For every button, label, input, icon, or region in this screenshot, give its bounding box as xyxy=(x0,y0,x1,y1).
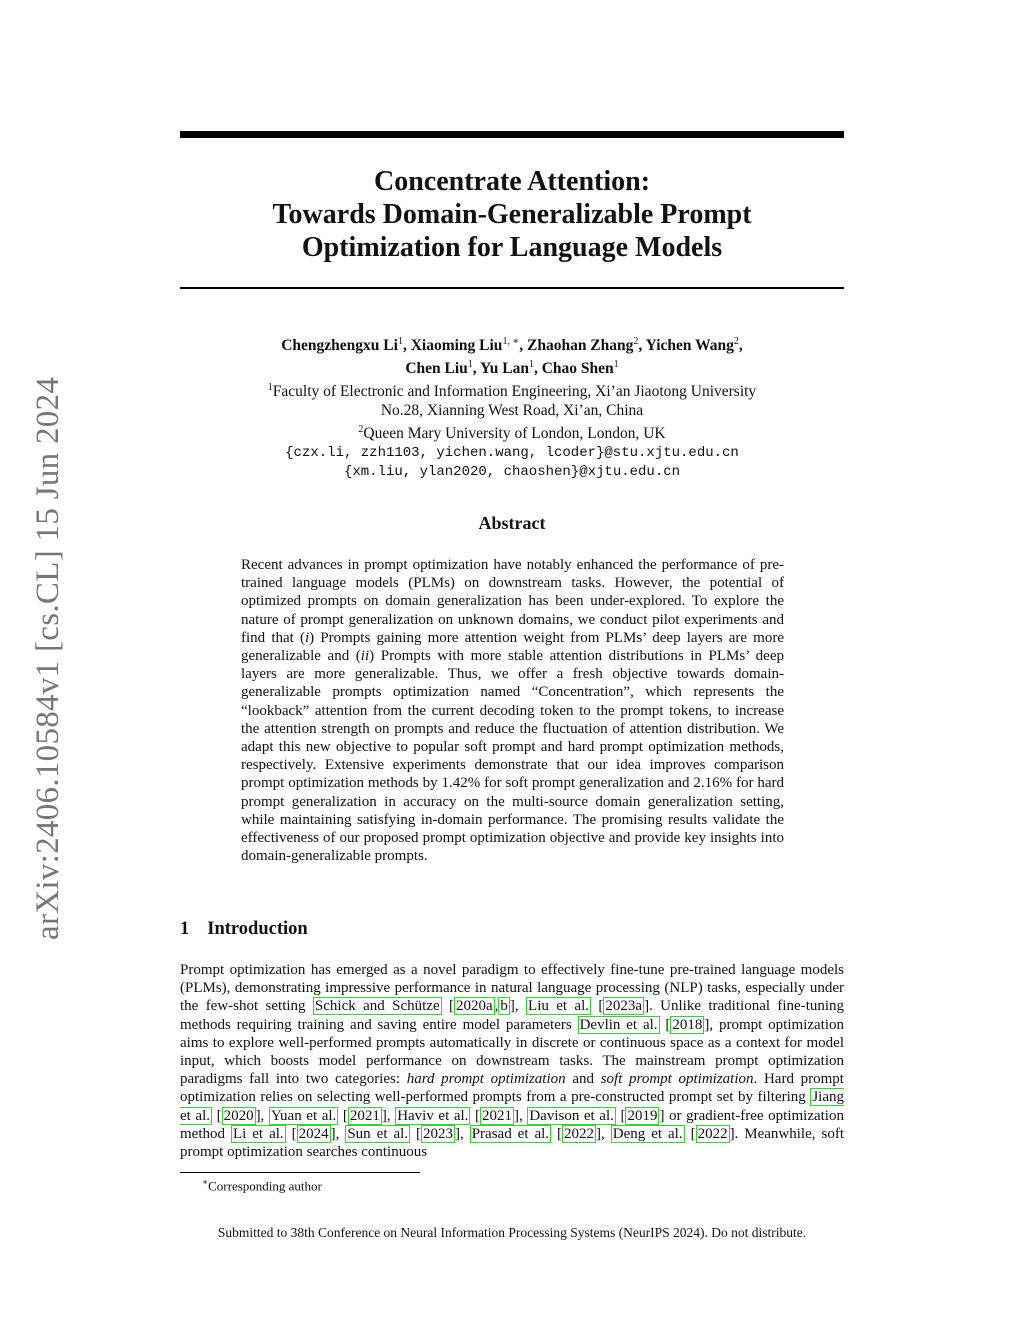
author-names-line-1: Chengzhengxu Li$^1$, Xiaoming Liu$^{1, ∗}$, Zhaohan Zhang$^2$, Yichen Wang$^2$, xyxy=(281,336,743,355)
author: Chengzhengxu Li xyxy=(281,337,398,355)
footnote-rule xyxy=(180,1172,420,1173)
section-heading-introduction: 1 Introduction xyxy=(180,919,308,939)
citation-link[interactable]: Devlin et al. xyxy=(579,1016,658,1033)
abstract-text: Recent advances in prompt optimization have notably enhanced the performance of pre-trained language models (PLMs) on downstream tasks. However, the potential of optimized prompts on domain generalization has been under-explored. To explore the nature of prompt generalization on unknown domains, we conduct pilot experiments and find that (i) Prompts gaining more attention weight from PLMs’ deep layers are more generalizable and (ii) Prompts with more stable attention distributions in PLMs’ deep layers are more generalizable. Thus, we offer a fresh objective towards domain-generalizable prompts optimization named “Concentration”, which represents the “lookback” attention from the current decoding token to the prompt tokens, to increase the attention strength on prompts and reduce the fluctuation of attention distribution. We adapt this new objective to popular soft prompt and hard prompt optimization methods, respectively. Extensive experiments demonstrate that our idea improves comparison prompt optimization methods by 1.42% for soft prompt generalization and 2.16% for hard prompt generalization in accuracy on the multi-source domain generalization setting, while maintaining satisfying in-domain performance. The promising results validate the effectiveness of our proposed prompt optimization objective and provide key insights into domain-generalizable prompts. xyxy=(241,557,784,865)
citation-link[interactable]: Sun et al. xyxy=(347,1125,409,1142)
citation-link[interactable]: 2023 xyxy=(423,1125,453,1142)
citation-link[interactable]: 2020 xyxy=(223,1107,254,1124)
citation-link[interactable]: 2023a xyxy=(605,998,643,1015)
author: Chen Liu xyxy=(405,360,468,378)
citation-link[interactable]: 2024 xyxy=(298,1125,329,1142)
email-line-1: {czx.li, zzh1103, yichen.wang, lcoder}@stu.xjtu.edu.cn xyxy=(285,444,739,461)
citation-link[interactable]: 2021 xyxy=(482,1107,512,1124)
email-line-2: {xm.liu, ylan2020, chaoshen}@xjtu.edu.cn xyxy=(343,463,681,480)
citation-link[interactable]: Jiang et al. xyxy=(180,1089,844,1124)
affiliation-1-address: No.28, Xianning West Road, Xi’an, China xyxy=(380,402,644,420)
citation-link[interactable]: 2022 xyxy=(564,1125,595,1142)
author-names-line-2: Chen Liu$^1$, Yu Lan$^1$, Chao Shen$^1$ xyxy=(405,359,619,378)
title-bottom-rule xyxy=(180,287,844,289)
citation-link[interactable]: 2019 xyxy=(627,1107,658,1124)
submission-footer: Submitted to 38th Conference on Neural Information Processing Systems (NeurIPS 2024). Do not distribute. xyxy=(217,1225,807,1240)
citation-link[interactable]: Schick and Schütze xyxy=(314,998,440,1015)
citation-link[interactable]: Li et al. xyxy=(232,1125,284,1142)
citation-link[interactable]: Yuan et al. xyxy=(270,1107,337,1124)
footnote: ∗Corresponding author xyxy=(202,1177,322,1194)
author: Yichen Wang xyxy=(645,337,734,355)
citation-link[interactable]: 2022 xyxy=(697,1125,728,1142)
citation-link[interactable]: 2021 xyxy=(349,1107,380,1124)
affiliation-2: $^2$Queen Mary University of London, London, UK xyxy=(358,424,666,443)
citation-link[interactable]: 2020a xyxy=(456,998,493,1015)
title-line-2: Towards Domain-Generalizable Prompt xyxy=(272,199,752,230)
citation-link[interactable]: Prasad et al. xyxy=(471,1125,550,1142)
author: Yu Lan xyxy=(479,360,529,378)
citation-link[interactable]: Davison et al. xyxy=(529,1107,614,1124)
arxiv-identifier: arXiv:2406.10584v1 [cs.CL] 15 Jun 2024 xyxy=(30,376,66,940)
author: Xiaoming Liu xyxy=(410,337,503,355)
citation-link[interactable]: b xyxy=(500,998,508,1015)
title-line-1: Concentrate Attention: xyxy=(373,166,651,197)
affiliation-1: $^1$Faculty of Electronic and Information Engineering, Xi’an Jiaotong University xyxy=(267,382,757,401)
citation-link[interactable]: 2018 xyxy=(672,1016,703,1033)
citation-link[interactable]: Haviv et al. xyxy=(397,1107,469,1124)
abstract-heading: Abstract xyxy=(478,513,546,533)
author: Zhaohan Zhang xyxy=(526,337,634,355)
citation-link[interactable]: Deng et al. xyxy=(612,1125,683,1142)
title-top-rule xyxy=(180,131,844,138)
citation-link[interactable]: Liu et al. xyxy=(528,998,590,1015)
author-block xyxy=(180,332,844,482)
introduction-text: Prompt optimization has emerged as a novel paradigm to effectively fine-tune pre-trained language models (PLMs), demonstrating impressive performance in natural language processing (NLP) tasks, especially under the few-shot setting Schick and Schütze [ 2020a , b ], Liu et al. [ 2023a ]. Unlike traditional fine-tuning methods requiring training and saving entire model parameters Devlin et al. [ 2018 ], prompt optimization aims to explore well-performed prompts automatically in discrete or continuous space as a context for model input, which boosts model performance on downstream tasks. The mainstream prompt optimization paradigms fall into two categories: hard prompt optimization and soft prompt optimization. Hard prompt optimization relies on selecting well-performed prompts from a pre-constructed prompt set by filtering Jiang et al. [ 2020 ], Yuan et al. [ 2021 ], Haviv et al. [ 2021 ], Davison et al. [ 2019 ] or gradient-free optimization method Li et al. [ 2024 ], Sun et al. [ 2023 ], Prasad et al. [ 2022 ], Deng et al. [ 2022 ]. Meanwhile, soft prompt optimization searches continuous xyxy=(180,962,845,1161)
paper-title xyxy=(180,165,844,264)
author: Chao Shen xyxy=(541,360,614,378)
title-line-3: Optimization for Language Models xyxy=(301,232,723,263)
